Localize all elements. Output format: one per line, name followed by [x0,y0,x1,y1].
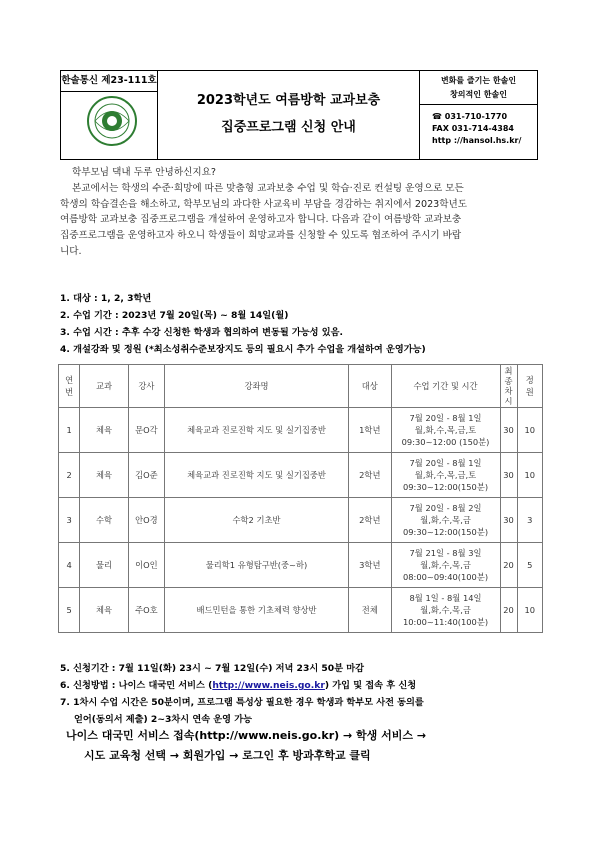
cell-sessions: 30 [500,408,517,453]
cell-sessions: 20 [500,588,517,633]
apply-method-prefix: 6. 신청방법 : 나이스 대국민 서비스 ( [60,680,213,691]
doc-number: 한솔통신 제23-111호 [61,71,157,92]
cell-schedule [391,498,500,543]
cell-target: 2학년 [349,453,391,498]
cell-subject: 수학 [80,498,129,543]
item-apply-method [60,677,545,691]
schedule-line: 08:00~09:40(100분) [402,572,489,582]
course-table [58,364,543,633]
schedule-line: 10:00~11:40(100분) [402,617,489,627]
cell-no: 5 [59,588,80,633]
col-header-target: 대상 [349,365,391,408]
cell-course: 체육교과 진로진학 지도 및 실기집중반 [164,453,348,498]
apply-method-suffix: ) 가입 및 접속 후 신청 [324,680,417,691]
cell-teacher: 주O호 [128,588,164,633]
cell-course: 체육교과 진로진학 지도 및 실기집중반 [164,408,348,453]
item-note-line1: 7. 1차시 수업 시간은 50분이며, 프로그램 특성상 필요한 경우 학생과 학부모 사전 동의를 [60,697,424,708]
tel-number: ☎ 031-710-1770 [432,112,508,121]
table-row [59,453,543,498]
item-note-line2: 얻어(동의서 제출) 2~3차시 연속 운영 가능 [74,714,253,725]
cell-course: 수학2 기초반 [164,498,348,543]
item-courses: 4. 개설강좌 및 정원 (*최소성취수준보장지도 등의 필요시 추가 수업을 개설하여 운영가능) [60,344,426,355]
cell-subject: 물리 [80,543,129,588]
col-header-schedule: 수업 기간 및 시간 [391,365,500,408]
page-title-line2: 집중프로그램 신청 안내 [221,120,356,135]
cell-capacity: 10 [517,588,542,633]
cell-teacher: 이O인 [128,543,164,588]
col-header-subject: 교과 [80,365,129,408]
divider [420,104,537,105]
intro-paragraph [60,165,540,260]
cell-teacher: 김O준 [128,453,164,498]
schedule-line: 09:30~12:00(150분) [402,527,489,537]
cell-capacity: 10 [517,408,542,453]
col-header-sessions: 최 종 차 시 [500,365,517,408]
school-seal-logo [87,96,137,146]
cell-target: 3학년 [349,543,391,588]
page-title-line1: 2023학년도 여름방학 교과보충 [196,93,381,108]
intro-line: 본교에서는 학생의 수준·희망에 따른 맞춤형 교과보충 수업 및 학습·진로 컨설팅 운영으로 모든 [72,182,464,194]
intro-line: 여름방학 교과보충 집중프로그램을 개설하여 운영하고자 합니다. 다음과 같이 여름방학 교과보충 [60,214,462,226]
greeting: 학부모님 댁내 두루 안녕하신지요? [72,167,216,178]
table-row [59,588,543,633]
cell-subject: 체육 [80,588,129,633]
col-header-capacity: 정 원 [517,365,542,408]
cell-sessions: 20 [500,543,517,588]
schedule-line: 7월 20일 - 8월 1일 [409,458,482,468]
table-row [59,543,543,588]
schedule-line: 월,화,수,목,금 [420,605,471,615]
cell-target: 2학년 [349,498,391,543]
col-header-course: 강좌명 [164,365,348,408]
cell-capacity: 5 [517,543,542,588]
item-period: 2. 수업 기간 : 2023년 7월 20일(목) ~ 8월 14일(월) [60,310,289,321]
header-left-cell [61,71,158,159]
cell-teacher: 문O각 [128,408,164,453]
cell-schedule [391,543,500,588]
cell-subject: 체육 [80,408,129,453]
cell-course: 배드민턴을 통한 기초체력 향상반 [164,588,348,633]
motto-1: 변화를 즐기는 한솔인 [440,76,517,85]
col-header-no: 연 번 [59,365,80,408]
cell-schedule [391,408,500,453]
header-right-cell [419,71,537,159]
schedule-line: 09:30~12:00(150분) [402,482,489,492]
schedule-line: 월,화,수,목,금,토 [414,425,477,435]
website-url[interactable]: http ://hansol.hs.kr/ [432,136,522,145]
schedule-line: 월,화,수,목,금 [420,515,471,525]
cell-no: 1 [59,408,80,453]
col-header-teacher: 강사 [128,365,164,408]
table-row [59,498,543,543]
cell-subject: 체육 [80,453,129,498]
cell-target: 1학년 [349,408,391,453]
schedule-line: 8월 1일 - 8월 14일 [409,593,482,603]
intro-line: 집중프로그램을 운영하고자 하오니 학생들이 희망교과를 신청할 수 있도록 협조하여 주시기 바랍 [60,230,462,242]
schedule-line: 월,화,수,목,금,토 [414,470,477,480]
guide-line1: 나이스 대국민 서비스 접속(http://www.neis.go.kr) → 학생 서비스 → [66,729,427,742]
item-target: 1. 대상 : 1, 2, 3학년 [60,293,152,304]
fax-number: FAX 031-714-4384 [432,124,514,133]
neis-link[interactable]: http://www.neis.go.kr [212,680,325,691]
cell-schedule [391,588,500,633]
schedule-line: 09:30~12:00 (150분) [401,437,490,447]
cell-course: 물리학1 유형탐구반(중~하) [164,543,348,588]
cell-no: 3 [59,498,80,543]
cell-no: 2 [59,453,80,498]
cell-capacity: 10 [517,453,542,498]
intro-line: 니다. [60,245,82,257]
item-time: 3. 수업 시간 : 추후 수강 신청한 학생과 협의하여 변동될 가능성 있음. [60,327,343,338]
item-apply-period: 5. 신청기간 : 7월 11일(화) 23시 ~ 7월 12일(수) 저녁 23시 50분 마감 [60,663,365,674]
schedule-line: 7월 20일 - 8월 2일 [409,503,482,513]
cell-sessions: 30 [500,498,517,543]
cell-target: 전체 [349,588,391,633]
schedule-line: 7월 20일 - 8월 1일 [409,413,482,423]
table-row [59,408,543,453]
cell-schedule [391,453,500,498]
cell-capacity: 3 [517,498,542,543]
cell-no: 4 [59,543,80,588]
cell-sessions: 30 [500,453,517,498]
guide-line2: 시도 교육청 선택 → 회원가입 → 로그인 후 방과후학교 클릭 [84,749,371,762]
header-box [60,70,538,160]
intro-line: 학생의 학습결손을 해소하고, 학부모님의 과다한 사교육비 부담을 경감하는 취지에서 2023학년도 [60,198,468,210]
schedule-line: 7월 21일 - 8월 3일 [409,548,482,558]
motto-2: 창의적인 한솔인 [450,90,507,99]
schedule-line: 월,화,수,목,금 [420,560,471,570]
cell-teacher: 안O경 [128,498,164,543]
table-header-row [59,365,543,408]
